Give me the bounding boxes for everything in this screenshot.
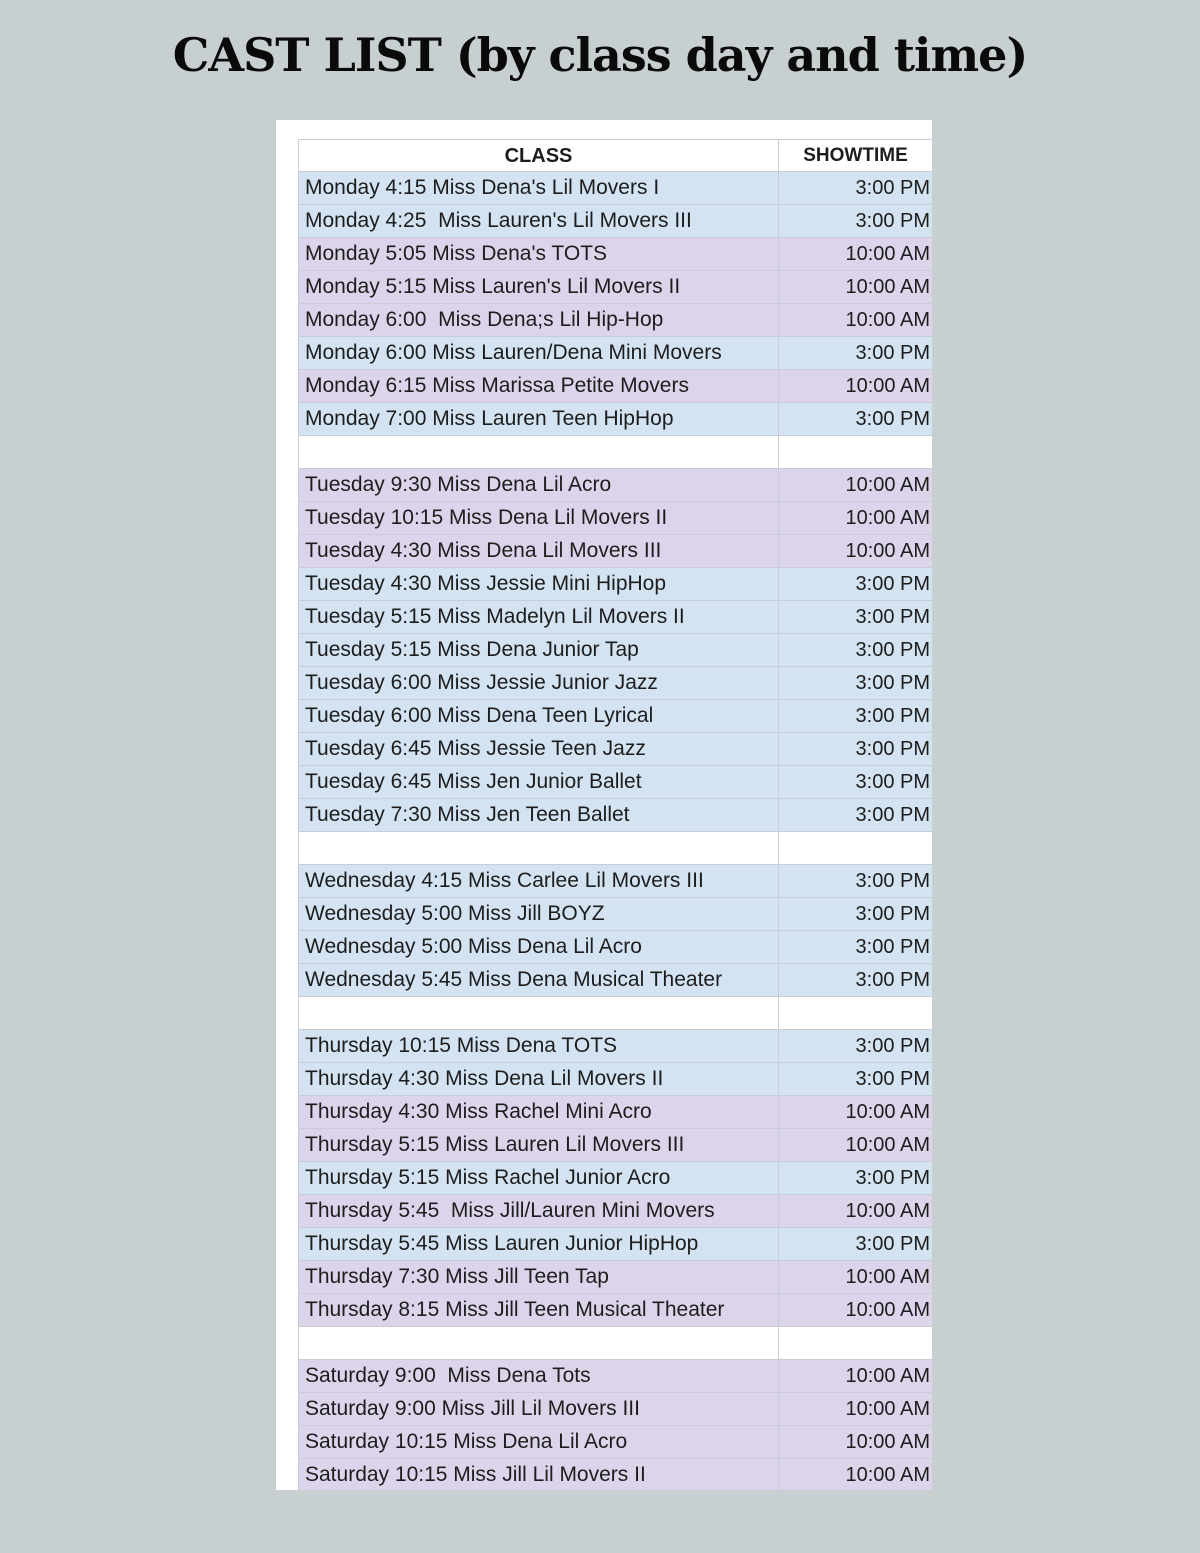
showtime-cell: 10:00 AM: [845, 276, 930, 298]
class-cell: Tuesday 9:30 Miss Dena Lil Acro: [298, 469, 779, 501]
table-row: [298, 370, 932, 403]
showtime-cell: 3:00 PM: [855, 936, 930, 958]
class-cell: Tuesday 6:45 Miss Jen Junior Ballet: [298, 766, 779, 798]
showtime-cell: 10:00 AM: [845, 540, 930, 562]
showtime-cell: 3:00 PM: [855, 639, 930, 661]
class-cell: Thursday 5:45 Miss Jill/Lauren Mini Movers: [298, 1195, 779, 1227]
table-row: [298, 1030, 932, 1063]
table-row: [298, 1162, 932, 1195]
class-cell: Monday 7:00 Miss Lauren Teen HipHop: [298, 403, 779, 435]
table-row: [298, 469, 932, 502]
class-cell: Tuesday 6:45 Miss Jessie Teen Jazz: [298, 733, 779, 765]
showtime-cell: 10:00 AM: [845, 309, 930, 331]
showtime-cell: 10:00 AM: [845, 1365, 930, 1387]
spacer-row: [298, 997, 932, 1030]
class-cell: Monday 6:15 Miss Marissa Petite Movers: [298, 370, 779, 402]
class-cell: Thursday 4:30 Miss Rachel Mini Acro: [298, 1096, 779, 1128]
table-row: [298, 1294, 932, 1327]
showtime-cell: 10:00 AM: [845, 243, 930, 265]
class-cell: Tuesday 6:00 Miss Dena Teen Lyrical: [298, 700, 779, 732]
table-row: [298, 931, 932, 964]
showtime-cell: 3:00 PM: [855, 771, 930, 793]
class-cell: Thursday 7:30 Miss Jill Teen Tap: [298, 1261, 779, 1293]
table-row: [298, 601, 932, 634]
showtime-cell: 3:00 PM: [855, 1233, 930, 1255]
table-row: [298, 1129, 932, 1162]
class-cell: Wednesday 5:00 Miss Dena Lil Acro: [298, 931, 779, 963]
showtime-cell: 3:00 PM: [855, 177, 930, 199]
showtime-cell: 3:00 PM: [855, 606, 930, 628]
showtime-cell: 10:00 AM: [845, 1398, 930, 1420]
showtime-cell: 3:00 PM: [855, 738, 930, 760]
table-row: [298, 238, 932, 271]
class-cell: Monday 4:15 Miss Dena's Lil Movers I: [298, 172, 779, 204]
showtime-cell: [779, 1327, 932, 1359]
showtime-cell: 3:00 PM: [855, 342, 930, 364]
showtime-cell: 10:00 AM: [845, 375, 930, 397]
spacer-row: [298, 436, 932, 469]
showtime-cell: [779, 832, 932, 864]
class-cell: Wednesday 4:15 Miss Carlee Lil Movers III: [298, 865, 779, 897]
showtime-cell: 3:00 PM: [855, 969, 930, 991]
showtime-cell: 3:00 PM: [855, 408, 930, 430]
class-cell: [298, 1327, 779, 1359]
class-cell: Thursday 5:15 Miss Lauren Lil Movers III: [298, 1129, 779, 1161]
table-row: [298, 1195, 932, 1228]
class-cell: Wednesday 5:00 Miss Jill BOYZ: [298, 898, 779, 930]
table-row: [298, 337, 932, 370]
table-row: [298, 799, 932, 832]
class-cell: Wednesday 5:45 Miss Dena Musical Theater: [298, 964, 779, 996]
showtime-cell: 3:00 PM: [855, 1035, 930, 1057]
class-cell: [298, 832, 779, 864]
table-header-row: [298, 139, 932, 172]
table-row: [298, 1096, 932, 1129]
class-cell: Thursday 5:15 Miss Rachel Junior Acro: [298, 1162, 779, 1194]
table-row: [298, 535, 932, 568]
class-cell: Tuesday 5:15 Miss Dena Junior Tap: [298, 634, 779, 666]
class-cell: Tuesday 5:15 Miss Madelyn Lil Movers II: [298, 601, 779, 633]
class-cell: Tuesday 7:30 Miss Jen Teen Ballet: [298, 799, 779, 831]
table-row: [298, 733, 932, 766]
class-cell: Monday 6:00 Miss Dena;s Lil Hip-Hop: [298, 304, 779, 336]
showtime-cell: 10:00 AM: [845, 1464, 930, 1486]
showtime-cell: 3:00 PM: [855, 705, 930, 727]
showtime-cell: 10:00 AM: [845, 1299, 930, 1321]
showtime-cell: 3:00 PM: [855, 1167, 930, 1189]
cast-list-sheet: [276, 120, 932, 1490]
class-cell: Thursday 10:15 Miss Dena TOTS: [298, 1030, 779, 1062]
class-column-header: CLASS: [298, 140, 779, 171]
table-row: [298, 403, 932, 436]
table-row: [298, 634, 932, 667]
table-row: [298, 1360, 932, 1393]
showtime-cell: 3:00 PM: [855, 1068, 930, 1090]
showtime-cell: 3:00 PM: [855, 672, 930, 694]
class-cell: Monday 5:05 Miss Dena's TOTS: [298, 238, 779, 270]
class-cell: Monday 4:25 Miss Lauren's Lil Movers III: [298, 205, 779, 237]
table-row: [298, 502, 932, 535]
table-row: [298, 1261, 932, 1294]
table-row: [298, 766, 932, 799]
class-cell: Tuesday 4:30 Miss Jessie Mini HipHop: [298, 568, 779, 600]
cast-list-table: [298, 139, 932, 1490]
table-row: [298, 964, 932, 997]
table-row: [298, 568, 932, 601]
table-row: [298, 1393, 932, 1426]
showtime-cell: 10:00 AM: [845, 474, 930, 496]
table-row: [298, 898, 932, 931]
class-cell: Saturday 9:00 Miss Jill Lil Movers III: [298, 1393, 779, 1425]
table-body: [298, 172, 932, 1490]
table-row: [298, 1459, 932, 1490]
class-cell: Monday 5:15 Miss Lauren's Lil Movers II: [298, 271, 779, 303]
table-row: [298, 865, 932, 898]
showtime-cell: 10:00 AM: [845, 1266, 930, 1288]
table-row: [298, 1063, 932, 1096]
showtime-cell: 10:00 AM: [845, 507, 930, 529]
page-title: CAST LIST (by class day and time): [172, 28, 1028, 82]
class-cell: Monday 6:00 Miss Lauren/Dena Mini Movers: [298, 337, 779, 369]
class-cell: Tuesday 4:30 Miss Dena Lil Movers III: [298, 535, 779, 567]
spacer-row: [298, 832, 932, 865]
table-row: [298, 172, 932, 205]
showtime-cell: 10:00 AM: [845, 1134, 930, 1156]
spacer-row: [298, 1327, 932, 1360]
class-cell: Saturday 9:00 Miss Dena Tots: [298, 1360, 779, 1392]
class-cell: [298, 436, 779, 468]
showtime-cell: [779, 997, 932, 1029]
class-cell: Tuesday 10:15 Miss Dena Lil Movers II: [298, 502, 779, 534]
class-cell: Thursday 8:15 Miss Jill Teen Musical Theater: [298, 1294, 779, 1326]
showtime-cell: 3:00 PM: [855, 870, 930, 892]
class-cell: Thursday 5:45 Miss Lauren Junior HipHop: [298, 1228, 779, 1260]
table-row: [298, 1228, 932, 1261]
table-row: [298, 700, 932, 733]
showtime-cell: 10:00 AM: [845, 1431, 930, 1453]
showtime-cell: 3:00 PM: [855, 903, 930, 925]
class-cell: Thursday 4:30 Miss Dena Lil Movers II: [298, 1063, 779, 1095]
showtime-cell: 3:00 PM: [855, 573, 930, 595]
showtime-column-header: SHOWTIME: [803, 145, 908, 166]
table-row: [298, 205, 932, 238]
table-row: [298, 1426, 932, 1459]
showtime-cell: 3:00 PM: [855, 804, 930, 826]
showtime-cell: 10:00 AM: [845, 1101, 930, 1123]
showtime-cell: 10:00 AM: [845, 1200, 930, 1222]
class-cell: Tuesday 6:00 Miss Jessie Junior Jazz: [298, 667, 779, 699]
table-row: [298, 667, 932, 700]
class-cell: Saturday 10:15 Miss Dena Lil Acro: [298, 1426, 779, 1458]
table-row: [298, 271, 932, 304]
showtime-cell: 3:00 PM: [855, 210, 930, 232]
class-cell: Saturday 10:15 Miss Jill Lil Movers II: [298, 1459, 779, 1490]
class-cell: [298, 997, 779, 1029]
showtime-cell: [779, 436, 932, 468]
table-row: [298, 304, 932, 337]
